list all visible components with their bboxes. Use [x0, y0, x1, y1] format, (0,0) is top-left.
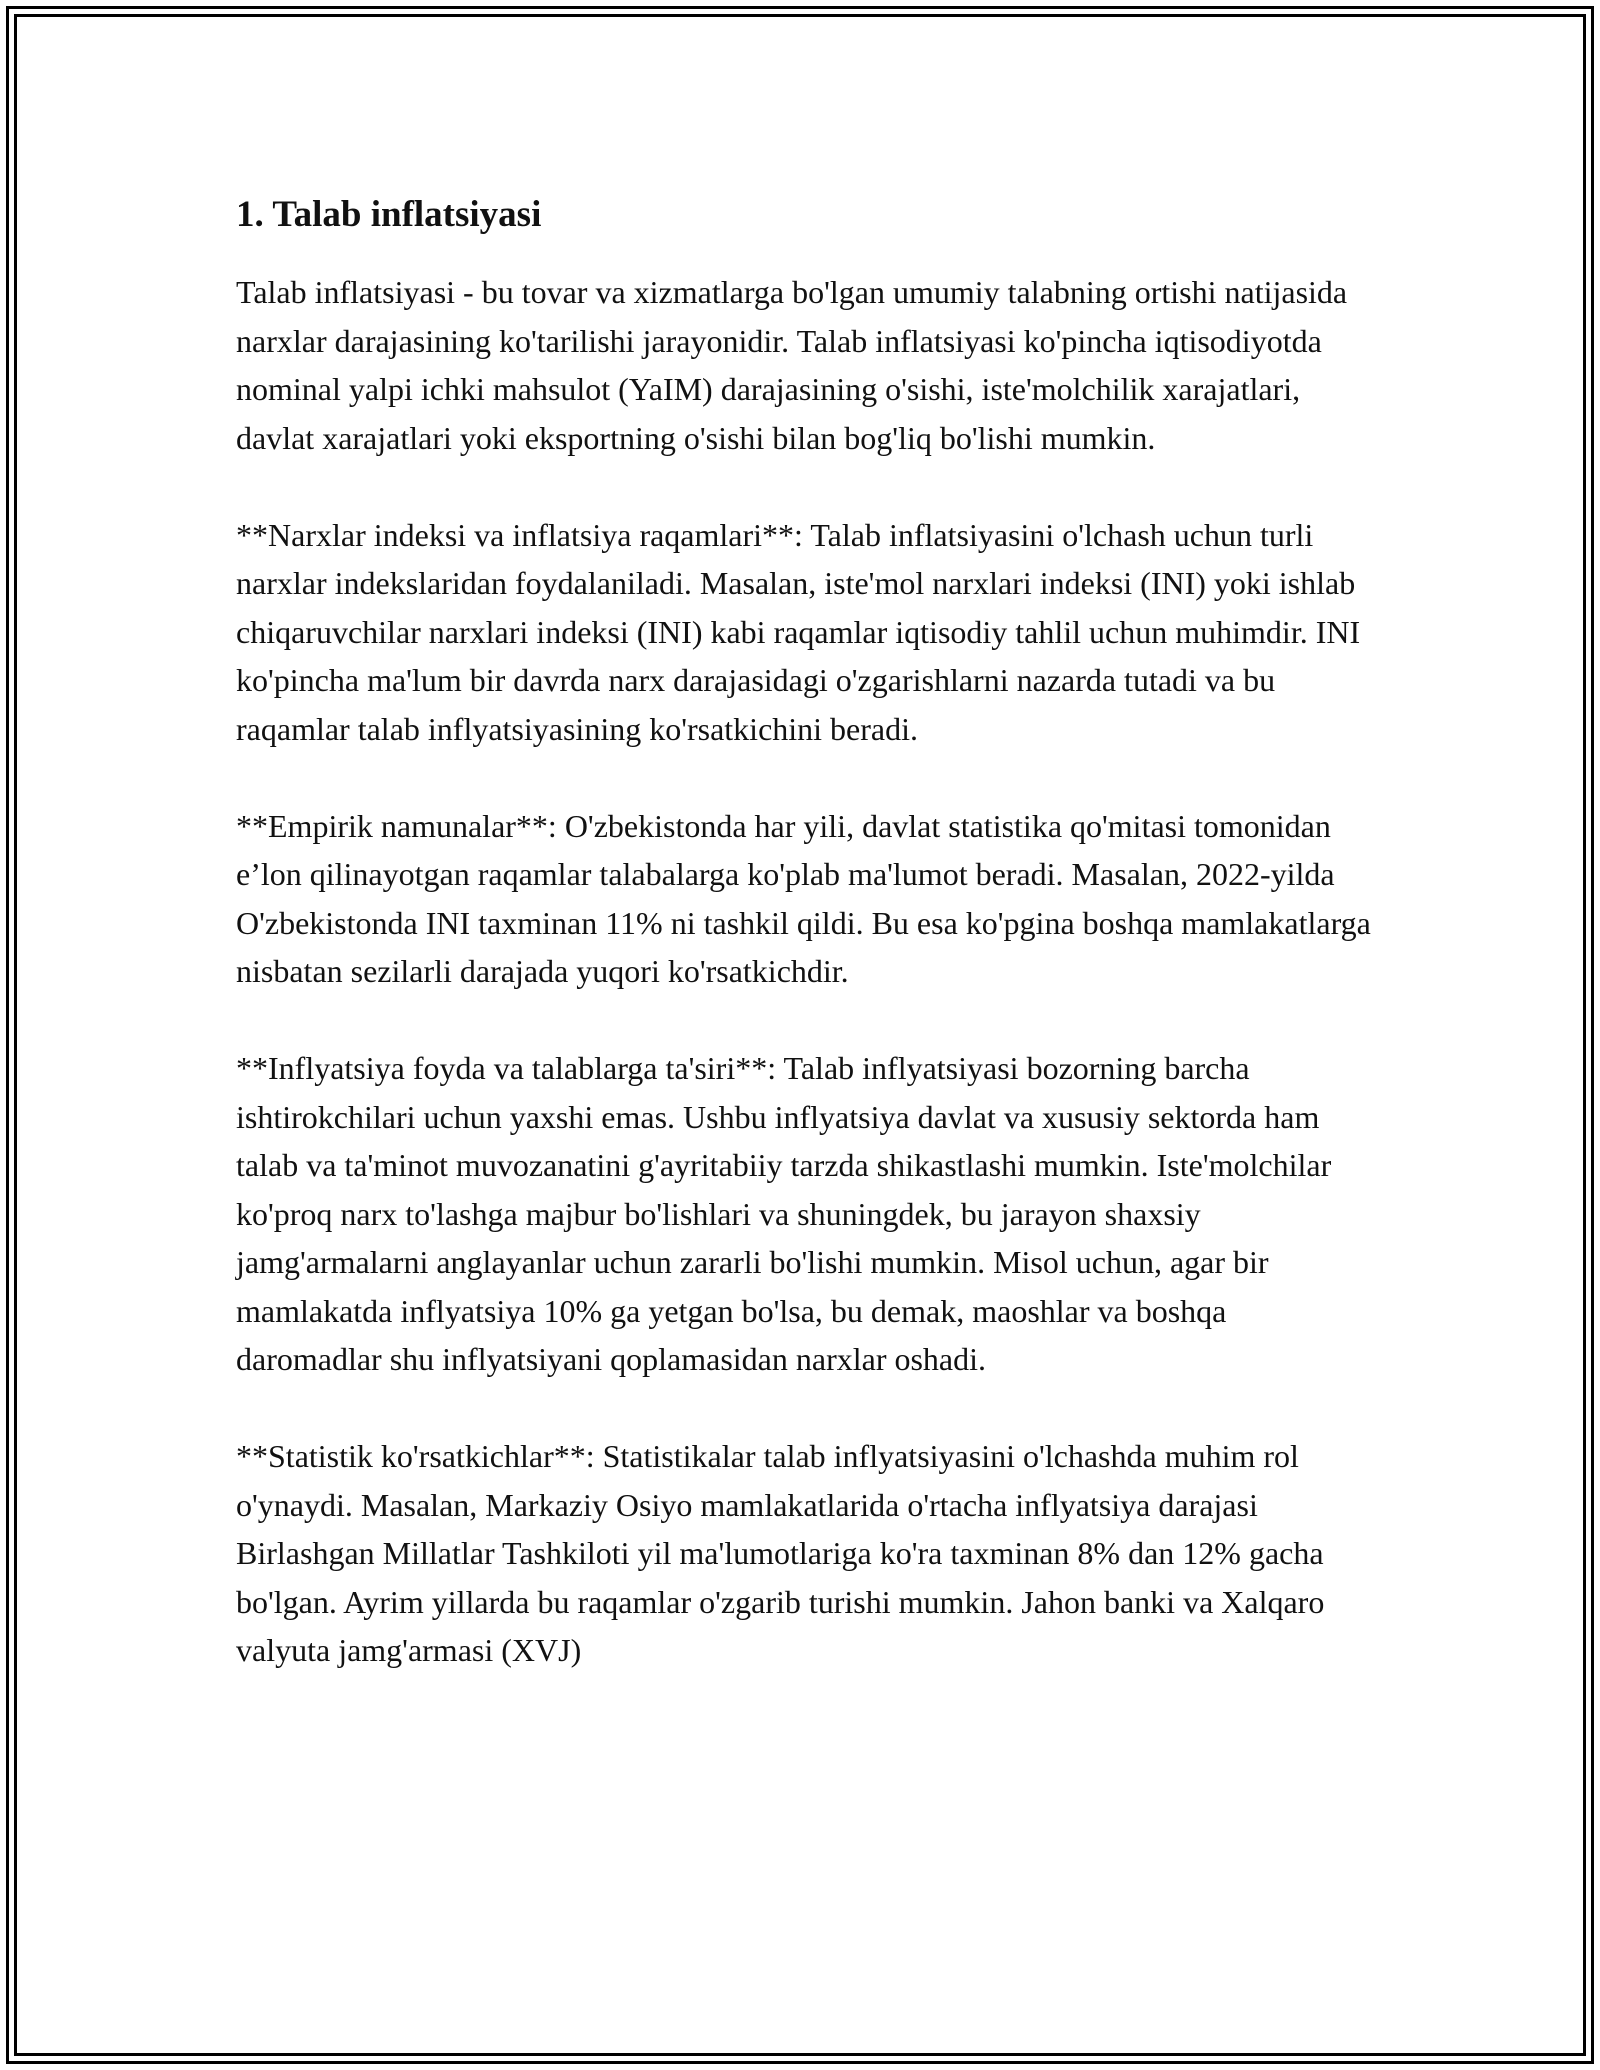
- paragraph-price-index: **Narxlar indeksi va inflatsiya raqamlari**: Talab inflatsiyasini o'lchash uchun turli narxlar indekslaridan foydalaniladi. Masalan, iste'mol narxlari indeksi (INI) yoki ishlab chiqaruvchilar narxlari indeksi (INI) kabi raqamlar iqtisodiy tahlil uchun muhimdir. INI ko'pincha ma'lum bir davrda narx darajasidagi o'zgarishlarni nazarda tutadi va bu raqamlar talab inflyatsiyasining ko'rsatkichini beradi.: [236, 516, 1361, 747]
- paragraph-empirical-examples: **Empirik namunalar**: O'zbekistonda har yili, davlat statistika qo'mitasi tomonidan e’lon qilinayotgan raqamlar talabalarga ko'plab ma'lumot beradi. Masalan, 2022-yilda O'zbekistonda INI taxminan 11% ni tashkil qildi. Bu esa ko'pgina boshqa mamlakatlarga nisbatan sezilarli darajada yuqori ko'rsatkichdir.: [236, 807, 1371, 989]
- section-title: 1. Talab inflatsiyasi: [236, 194, 542, 235]
- paragraph-inflation-effects: **Inflyatsiya foyda va talablarga ta'siri**: Talab inflyatsiyasi bozorning barcha ishtirokchilari uchun yaxshi emas. Ushbu inflyatsiya davlat va xususiy sektorda ham talab va ta'minot muvozanatini g'ayritabiiy tarzda shikastlashi mumkin. Iste'molchilar ko'proq narx to'lashga majbur bo'lishlari va shuningdek, bu jarayon shaxsiy jamg'armalarni anglayanlar uchun zararli bo'lishi mumkin. Misol uchun, agar bir mamlakatda inflyatsiya 10% ga yetgan bo'lsa, bu demak, maoshlar va boshqa daromadlar shu inflyatsiyani qoplamasidan narxlar oshadi.: [236, 1050, 1332, 1377]
- paragraph-definition: Talab inflatsiyasi - bu tovar va xizmatlarga bo'lgan umumiy talabning ortishi natijasida narxlar darajasining ko'tarilishi jarayonidir. Talab inflatsiyasi ko'pincha iqtisodiyotda nominal yalpi ichki mahsulot (YaIM) darajasining o'sishi, iste'molchilik xarajatlari, davlat xarajatlari yoki eksportning o'sishi bilan bog'liq bo'lishi mumkin.: [236, 274, 1348, 456]
- paragraph-statistics: **Statistik ko'rsatkichlar**: Statistikalar talab inflyatsiyasini o'lchashda muhim rol o'ynaydi. Masalan, Markaziy Osiyo mamlakatlarida o'rtacha inflyatsiya darajasi Birlashgan Millatlar Tashkiloti yil ma'lumotlariga ko'ra taxminan 8% dan 12% gacha bo'lgan. Ayrim yillarda bu raqamlar o'zgarib turishi mumkin. Jahon banki va Xalqaro valyuta jamg'armasi (XVJ): [236, 1438, 1325, 1668]
- document-body: [236, 188, 1376, 1723]
